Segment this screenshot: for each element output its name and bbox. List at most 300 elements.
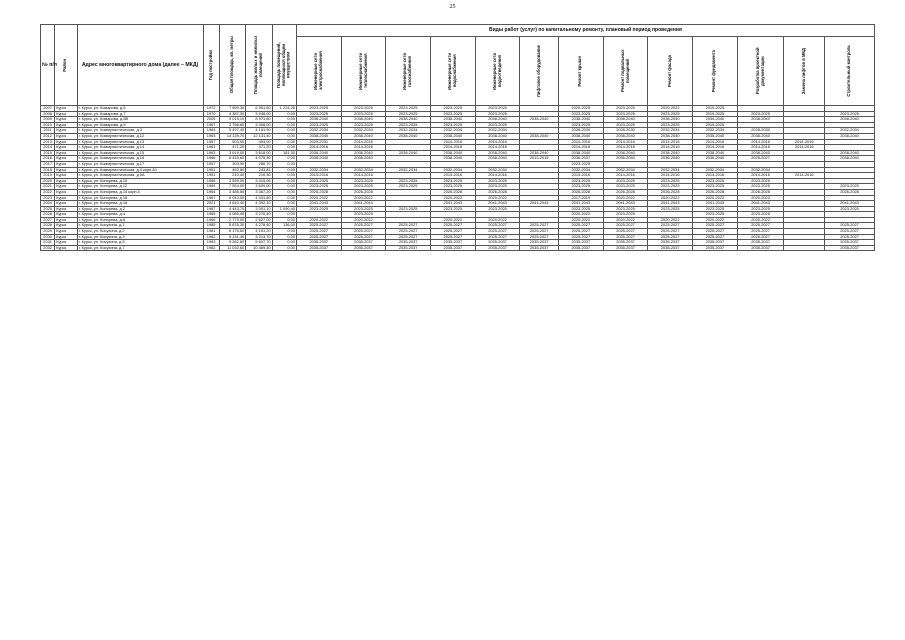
- work-period-cell: 2025-2027: [825, 234, 875, 240]
- year-cell: 1966: [203, 178, 219, 184]
- year-cell: 1985: [203, 223, 219, 229]
- common-area-cell: 0,00: [272, 189, 296, 195]
- work-period-cell: 2032-2034: [386, 167, 431, 173]
- work-period-cell: 2025-2027: [431, 234, 476, 240]
- work-period-cell: 2023-2025: [341, 212, 386, 218]
- work-period-cell: 2020-2022: [431, 195, 476, 201]
- work-period-cell: 2038-2040: [386, 150, 431, 156]
- work-period-cell: 2025-2027: [475, 229, 520, 235]
- work-period-cell: 2019-2025: [693, 122, 738, 128]
- district-cell: Курск: [55, 156, 77, 162]
- common-area-cell: 0,00: [272, 184, 296, 190]
- work-period-cell: 2026-2028: [558, 189, 603, 195]
- work-period-cell: 2025-2027: [603, 229, 648, 235]
- premises-area-cell: 5 607,70: [246, 240, 272, 246]
- common-area-cell: 0,00: [272, 133, 296, 139]
- district-cell: Курск: [55, 139, 77, 145]
- col-work-header: Инженерные сети теплоснабжения: [341, 37, 386, 106]
- row-number: 2026: [41, 212, 55, 218]
- work-period-cell: 2025-2027: [648, 229, 693, 235]
- work-period-cell: 2020-2022: [475, 195, 520, 201]
- premises-area-cell: 3 609,00: [246, 184, 272, 190]
- common-area-cell: 0,00: [272, 217, 296, 223]
- work-period-cell: 2014-2016: [693, 173, 738, 179]
- work-period-cell: 2035-2037: [737, 245, 784, 251]
- work-period-cell: 2023-2025: [431, 106, 476, 112]
- work-period-cell: 2025-2027: [341, 234, 386, 240]
- work-period-cell: 2014-2016: [648, 145, 693, 151]
- district-cell: Курск: [55, 212, 77, 218]
- work-period-cell: 2020-2022: [693, 195, 738, 201]
- work-period-cell: 2038-2040: [603, 150, 648, 156]
- work-period-cell: 2014-2016: [693, 145, 738, 151]
- col-work-header: Инженерные сети водоснабжения: [431, 37, 476, 106]
- address-cell: г. Курск, ул. Конорева, д.16: [77, 195, 203, 201]
- work-period-cell: 2025-2027: [825, 223, 875, 229]
- work-period-cell: 2023-2025: [341, 178, 386, 184]
- row-number: 2015: [41, 150, 55, 156]
- work-period-cell: 2035-2037: [520, 245, 559, 251]
- work-period-cell: 2035-2037: [825, 245, 875, 251]
- address-cell: г. Курск, ул. Косухина, д.2: [77, 229, 203, 235]
- work-period-cell: 2020-2022: [737, 195, 784, 201]
- year-cell: 1964: [203, 184, 219, 190]
- total-area-cell: 5 131,40: [219, 234, 245, 240]
- work-period-cell: 2032-2034: [558, 167, 603, 173]
- district-cell: Курск: [55, 161, 77, 167]
- premises-area-cell: 210,30: [246, 173, 272, 179]
- district-cell: Курск: [55, 178, 77, 184]
- work-period-cell: 2038-2040: [825, 156, 875, 162]
- work-period-cell: 2032-2034: [475, 167, 520, 173]
- work-period-cell: 2014-2016: [341, 139, 386, 145]
- year-cell: 1982: [203, 245, 219, 251]
- year-cell: 1983: [203, 240, 219, 246]
- address-cell: г. Курск, ул. Коммунистическая, д.12: [77, 133, 203, 139]
- total-area-cell: 7 699,30: [219, 106, 245, 112]
- col-address-header: Адрес многоквартирного дома (далее – МКД): [77, 25, 203, 106]
- work-period-cell: 2023-2025: [341, 206, 386, 212]
- district-cell: Курск: [55, 111, 77, 117]
- row-number: 2018: [41, 167, 55, 173]
- year-cell: 1963: [203, 133, 219, 139]
- row-number: 2019: [41, 173, 55, 179]
- work-period-cell: 2025-2027: [648, 223, 693, 229]
- work-period-cell: 2038-2040: [825, 117, 875, 123]
- work-period-cell: 2023-2025: [603, 111, 648, 117]
- work-period-cell: 2041-2043: [520, 201, 559, 207]
- total-area-cell: 4 387,30: [219, 111, 245, 117]
- total-area-cell: 3 619,00: [219, 150, 245, 156]
- work-period-cell: 2023-2025: [431, 122, 476, 128]
- work-period-cell: 2020-2022: [648, 195, 693, 201]
- work-period-cell: 2023-2025: [341, 184, 386, 190]
- work-period-cell: 2035-2037: [341, 245, 386, 251]
- work-period-cell: 2025-2027: [296, 229, 341, 235]
- work-period-cell: 2020-2022: [475, 217, 520, 223]
- work-period-cell: 2023-2025: [431, 206, 476, 212]
- common-area-cell: 0,00: [272, 234, 296, 240]
- address-cell: г. Курск, ул. Косухина, д.3: [77, 234, 203, 240]
- year-cell: 1967: [203, 195, 219, 201]
- address-cell: г. Курск, ул. Косухина, д.7: [77, 245, 203, 251]
- work-period-cell: 2014-2016: [784, 145, 825, 151]
- col-total-area-header: Общая площадь, кв. метры: [219, 25, 245, 106]
- work-period-cell: 2038-2040: [558, 117, 603, 123]
- common-area-cell: 181,30: [272, 150, 296, 156]
- works-group-header: Виды работ (услуг) по капитальному ремонту, плановый период проведения: [296, 25, 874, 37]
- district-cell: Курск: [55, 223, 77, 229]
- district-cell: Курск: [55, 145, 77, 151]
- common-area-cell: 0,00: [272, 201, 296, 207]
- common-area-cell: 0,00: [272, 117, 296, 123]
- work-period-cell: 2014-2016: [603, 173, 648, 179]
- premises-area-cell: 243,81: [246, 167, 272, 173]
- work-period-cell: 2038-2040: [386, 117, 431, 123]
- work-period-cell: 2026-2028: [431, 189, 476, 195]
- address-cell: г. Курск, ул. Коммунистическая, д.14: [77, 145, 203, 151]
- work-period-cell: 2014-2016: [648, 139, 693, 145]
- col-work-header: Ремонт фасада: [648, 37, 693, 106]
- work-period-cell: 2032-2034: [737, 167, 784, 173]
- year-cell: 1957: [203, 161, 219, 167]
- address-cell: г. Курск, ул. Конорева, д.4: [77, 212, 203, 218]
- work-period-cell: 2014-2016: [475, 173, 520, 179]
- work-period-cell: 2023-2025: [475, 178, 520, 184]
- total-area-cell: 4 443,70: [219, 206, 245, 212]
- total-area-cell: 492,80: [219, 167, 245, 173]
- work-period-cell: 2023-2025: [341, 106, 386, 112]
- work-period-cell: 2014-2016: [693, 139, 738, 145]
- work-period-cell: 2023-2025: [431, 178, 476, 184]
- row-number: 2009: [41, 117, 55, 123]
- work-period-cell: 2035-2037: [825, 240, 875, 246]
- work-period-cell: 2023-2025: [737, 206, 784, 212]
- address-cell: г. Курск, ул. Коммунистическая, д.17: [77, 161, 203, 167]
- work-period-cell: 2023-2025: [475, 111, 520, 117]
- work-period-cell: 2017-2019: [558, 195, 603, 201]
- work-period-cell: 2020-2022: [296, 217, 341, 223]
- work-period-cell: 2023-2025: [737, 111, 784, 117]
- address-cell: г. Курск, ул. Конорева, д.10: [77, 178, 203, 184]
- work-period-cell: 2028-2030: [558, 128, 603, 134]
- work-period-cell: 2014-2016: [431, 173, 476, 179]
- row-number: 2027: [41, 217, 55, 223]
- year-cell: 1964: [203, 189, 219, 195]
- total-area-cell: 6 415,60: [219, 156, 245, 162]
- work-period-cell: 2023-2025: [296, 106, 341, 112]
- work-period-cell: 2020-2022: [558, 212, 603, 218]
- year-cell: 1984: [203, 128, 219, 134]
- work-period-cell: 2038-2040: [431, 133, 476, 139]
- work-period-cell: 2014-2016: [296, 145, 341, 151]
- district-cell: Курск: [55, 150, 77, 156]
- work-period-cell: 2041-2043: [603, 201, 648, 207]
- district-cell: Курск: [55, 128, 77, 134]
- work-period-cell: 2038-2040: [693, 150, 738, 156]
- work-period-cell: 2023-2025: [648, 122, 693, 128]
- work-period-cell: 2038-2040: [341, 150, 386, 156]
- work-period-cell: 2038-2040: [737, 150, 784, 156]
- work-period-cell: 2023-2025: [558, 122, 603, 128]
- row-number: 2024: [41, 201, 55, 207]
- work-period-cell: 2025-2027: [475, 223, 520, 229]
- work-period-cell: 2023-2025: [558, 178, 603, 184]
- premises-area-cell: 3 618,00: [246, 150, 272, 156]
- common-area-cell: 0,00: [272, 145, 296, 151]
- work-period-cell: 2032-2034: [475, 128, 520, 134]
- work-period-cell: 2023-2025: [558, 111, 603, 117]
- year-cell: 1967: [203, 206, 219, 212]
- col-district-header: Район: [55, 25, 77, 106]
- work-period-cell: 2014-2016: [603, 145, 648, 151]
- premises-area-cell: 4 181,90: [246, 128, 272, 134]
- work-period-cell: 2025-2027: [825, 229, 875, 235]
- work-period-cell: 2035-2037: [693, 245, 738, 251]
- work-period-cell: 2038-2040: [341, 133, 386, 139]
- work-period-cell: 2032-2034: [648, 128, 693, 134]
- work-period-cell: 2041-2043: [431, 201, 476, 207]
- premises-area-cell: 8 971,80: [246, 117, 272, 123]
- work-period-cell: 2028-2030: [603, 128, 648, 134]
- year-cell: 1966: [203, 156, 219, 162]
- work-period-cell: 2023-2025: [475, 206, 520, 212]
- work-period-cell: 2023-2025: [737, 184, 784, 190]
- common-area-cell: 0,00: [272, 139, 296, 145]
- address-cell: г. Курск, ул. Косухина, д.5: [77, 240, 203, 246]
- work-period-cell: 2032-2034: [693, 167, 738, 173]
- work-period-cell: 2025-2027: [520, 234, 559, 240]
- premises-area-cell: 10 469,40: [246, 245, 272, 251]
- district-cell: Курск: [55, 189, 77, 195]
- work-period-cell: 2038-2040: [296, 133, 341, 139]
- work-period-cell: 2020-2022: [603, 195, 648, 201]
- work-period-cell: 2038-2040: [341, 156, 386, 162]
- work-period-cell: 2023-2025: [386, 178, 431, 184]
- work-period-cell: 2023-2025: [475, 184, 520, 190]
- col-work-header: Инженерные сети электроснабжения: [296, 37, 341, 106]
- premises-area-cell: 2 627,00: [246, 217, 272, 223]
- row-number: 2010: [41, 122, 55, 128]
- work-period-cell: 2038-2040: [296, 156, 341, 162]
- work-period-cell: 2038-2040: [431, 117, 476, 123]
- year-cell: 1982: [203, 234, 219, 240]
- year-cell: 1951: [203, 167, 219, 173]
- work-period-cell: 2035-2037: [648, 240, 693, 246]
- work-period-cell: 2023-2025: [603, 106, 648, 112]
- year-cell: 1967: [203, 122, 219, 128]
- work-period-cell: 2032-2034: [296, 167, 341, 173]
- total-area-cell: 4 085,40: [219, 212, 245, 218]
- work-period-cell: 2041-2043: [825, 201, 875, 207]
- address-cell: г. Курск, ул. Косухина, д.1: [77, 223, 203, 229]
- district-cell: Курск: [55, 173, 77, 179]
- total-area-cell: 11 032,60: [219, 245, 245, 251]
- common-area-cell: 0,00: [272, 178, 296, 184]
- row-number: 2012: [41, 133, 55, 139]
- work-period-cell: 2020-2025: [558, 106, 603, 112]
- work-period-cell: 2036-2040: [648, 156, 693, 162]
- premises-area-cell: 4 278,40: [246, 223, 272, 229]
- work-period-cell: 2023-2025: [558, 184, 603, 190]
- work-period-cell: 2023-2025: [386, 106, 431, 112]
- work-period-cell: 2023-2025: [825, 184, 875, 190]
- work-period-cell: 2026-2028: [296, 189, 341, 195]
- work-period-cell: 2026-2028: [693, 189, 738, 195]
- work-period-cell: 2014-2016: [431, 139, 476, 145]
- work-period-cell: 2035-2037: [431, 245, 476, 251]
- premises-area-cell: 453,00: [246, 139, 272, 145]
- work-period-cell: 2025-2027: [558, 234, 603, 240]
- premises-area-cell: 3 270,40: [246, 212, 272, 218]
- premises-area-cell: 6 961,50: [246, 106, 272, 112]
- work-period-cell: 2023-2025: [693, 184, 738, 190]
- common-area-cell: 0,00: [272, 167, 296, 173]
- work-period-cell: 2023-2025: [558, 161, 603, 167]
- work-period-cell: 2035-2037: [737, 240, 784, 246]
- total-area-cell: 7 554,00: [219, 184, 245, 190]
- work-period-cell: 2035-2037: [475, 245, 520, 251]
- address-cell: г. Курск, ул. Коммунистическая, д.9А: [77, 173, 203, 179]
- work-period-cell: 2038-2040: [520, 117, 559, 123]
- work-period-cell: 2014-2016: [558, 173, 603, 179]
- work-period-cell: 2014-2016: [341, 173, 386, 179]
- work-period-cell: 2023-2025: [558, 206, 603, 212]
- common-area-cell: 0,00: [272, 156, 296, 162]
- work-period-cell: 2025-2027: [341, 223, 386, 229]
- work-period-cell: 2020-2022: [603, 217, 648, 223]
- work-period-cell: 2038-2040: [825, 150, 875, 156]
- work-period-cell: 2025-2027: [386, 234, 431, 240]
- work-period-cell: 2035-2037: [603, 245, 648, 251]
- row-number: 2008: [41, 111, 55, 117]
- address-cell: г. Курск, ул. Конорева, д.6: [77, 217, 203, 223]
- work-period-cell: 2036-2037: [558, 156, 603, 162]
- total-area-cell: 2 779,00: [219, 217, 245, 223]
- common-area-cell: 0,00: [272, 245, 296, 251]
- work-period-cell: 2014-2016: [737, 139, 784, 145]
- address-cell: г. Курск, ул. Конорева, д.14 корп.4: [77, 189, 203, 195]
- row-number: 2021: [41, 184, 55, 190]
- work-period-cell: 2020-2022: [648, 106, 693, 112]
- work-period-cell: 2035-2037: [386, 245, 431, 251]
- premises-area-cell: 266,70: [246, 161, 272, 167]
- work-period-cell: 2023-2025: [386, 206, 431, 212]
- work-period-cell: 2023-2025: [648, 184, 693, 190]
- work-period-cell: 2036-2040: [693, 156, 738, 162]
- work-period-cell: 2041-2043: [737, 201, 784, 207]
- work-period-cell: 2023-2025: [386, 122, 431, 128]
- work-period-cell: 2038-2040: [520, 150, 559, 156]
- col-work-header: Лифтовое оборудование: [520, 37, 559, 106]
- work-period-cell: 2025-2027: [693, 223, 738, 229]
- work-period-cell: 2023-2025: [603, 212, 648, 218]
- work-period-cell: 2023-2025: [648, 206, 693, 212]
- work-period-cell: 2019-2025: [693, 106, 738, 112]
- total-area-cell: 3 485,50: [219, 189, 245, 195]
- total-area-cell: 6 176,60: [219, 229, 245, 235]
- row-number: 2013: [41, 139, 55, 145]
- work-period-cell: 2035-2037: [558, 240, 603, 246]
- col-common-area-header: Площадь помещений, являющихся общим имуществом: [272, 25, 296, 106]
- work-period-cell: 2020-2022: [431, 217, 476, 223]
- work-period-cell: 2023-2025: [386, 184, 431, 190]
- work-period-cell: 2038-2040: [475, 156, 520, 162]
- work-period-cell: 2038-2040: [648, 117, 693, 123]
- total-area-cell: 9 282,80: [219, 240, 245, 246]
- work-period-cell: 2020-2022: [296, 195, 341, 201]
- work-period-cell: 2025-2027: [520, 223, 559, 229]
- work-period-cell: 2035-2037: [341, 240, 386, 246]
- work-period-cell: 2025-2027: [386, 223, 431, 229]
- work-period-cell: 2025-2027: [737, 156, 784, 162]
- work-period-cell: 2014-2016: [558, 139, 603, 145]
- work-period-cell: 2034-2040: [693, 117, 738, 123]
- address-cell: г. Курск, ул. Коммунистическая, д.4 корп.А1: [77, 167, 203, 173]
- work-period-cell: 2035-2040: [693, 133, 738, 139]
- total-area-cell: 4 610,40: [219, 201, 245, 207]
- address-cell: г. Курск, ул. Коммунистическая, д.3: [77, 128, 203, 134]
- work-period-cell: 2014-2016: [603, 139, 648, 145]
- work-period-cell: [784, 245, 825, 251]
- work-period-cell: 2035-2037: [386, 240, 431, 246]
- common-area-cell: 136,00: [272, 223, 296, 229]
- row-number: 2025: [41, 206, 55, 212]
- district-cell: Курск: [55, 201, 77, 207]
- work-period-cell: 2032-2034: [341, 128, 386, 134]
- premises-area-cell: 3 415,06: [246, 178, 272, 184]
- common-area-cell: 0,00: [272, 173, 296, 179]
- premises-area-cell: 471,20: [246, 145, 272, 151]
- work-period-cell: 2026-2028: [825, 189, 875, 195]
- total-area-cell: 471,20: [219, 145, 245, 151]
- work-period-cell: 2032-2034: [341, 167, 386, 173]
- work-period-cell: 2023-2025: [825, 111, 875, 117]
- work-period-cell: 2035-2037: [475, 240, 520, 246]
- premises-area-cell: 4 151,20: [246, 229, 272, 235]
- premises-area-cell: 4 392,10: [246, 201, 272, 207]
- total-area-cell: 210,40: [219, 173, 245, 179]
- work-period-cell: 2035-2037: [648, 245, 693, 251]
- row-number: 2031: [41, 240, 55, 246]
- work-period-cell: 2038-2040: [296, 150, 341, 156]
- work-period-cell: 2032-2034: [431, 128, 476, 134]
- work-period-cell: 2014-2016: [784, 139, 825, 145]
- work-period-cell: 2038-2040: [603, 133, 648, 139]
- work-period-cell: 2038-2040: [431, 150, 476, 156]
- col-work-header: Ремонт фундамента: [693, 37, 738, 106]
- col-work-header: Строительный контроль: [825, 37, 875, 106]
- work-period-cell: 2038-2040: [825, 133, 875, 139]
- work-period-cell: 2025-2027: [603, 223, 648, 229]
- work-period-cell: 2038-2040: [386, 133, 431, 139]
- row-number: 2023: [41, 195, 55, 201]
- row-number: 2030: [41, 234, 55, 240]
- common-area-cell: 0,00: [272, 161, 296, 167]
- year-cell: 1970: [203, 111, 219, 117]
- work-period-cell: 2023-2025: [341, 122, 386, 128]
- year-cell: 2021: [203, 201, 219, 207]
- work-period-cell: 2029-2031: [296, 139, 341, 145]
- common-area-cell: 0,00: [272, 195, 296, 201]
- premises-area-cell: 3 213,70: [246, 234, 272, 240]
- work-period-cell: 2023-2025: [475, 106, 520, 112]
- work-period-cell: 2038-2040: [603, 117, 648, 123]
- work-period-cell: 2035-2037: [520, 240, 559, 246]
- common-area-cell: 0,00: [272, 240, 296, 246]
- work-period-cell: 2041-2043: [296, 201, 341, 207]
- address-cell: г. Курск, ул. Конорева, д.12: [77, 184, 203, 190]
